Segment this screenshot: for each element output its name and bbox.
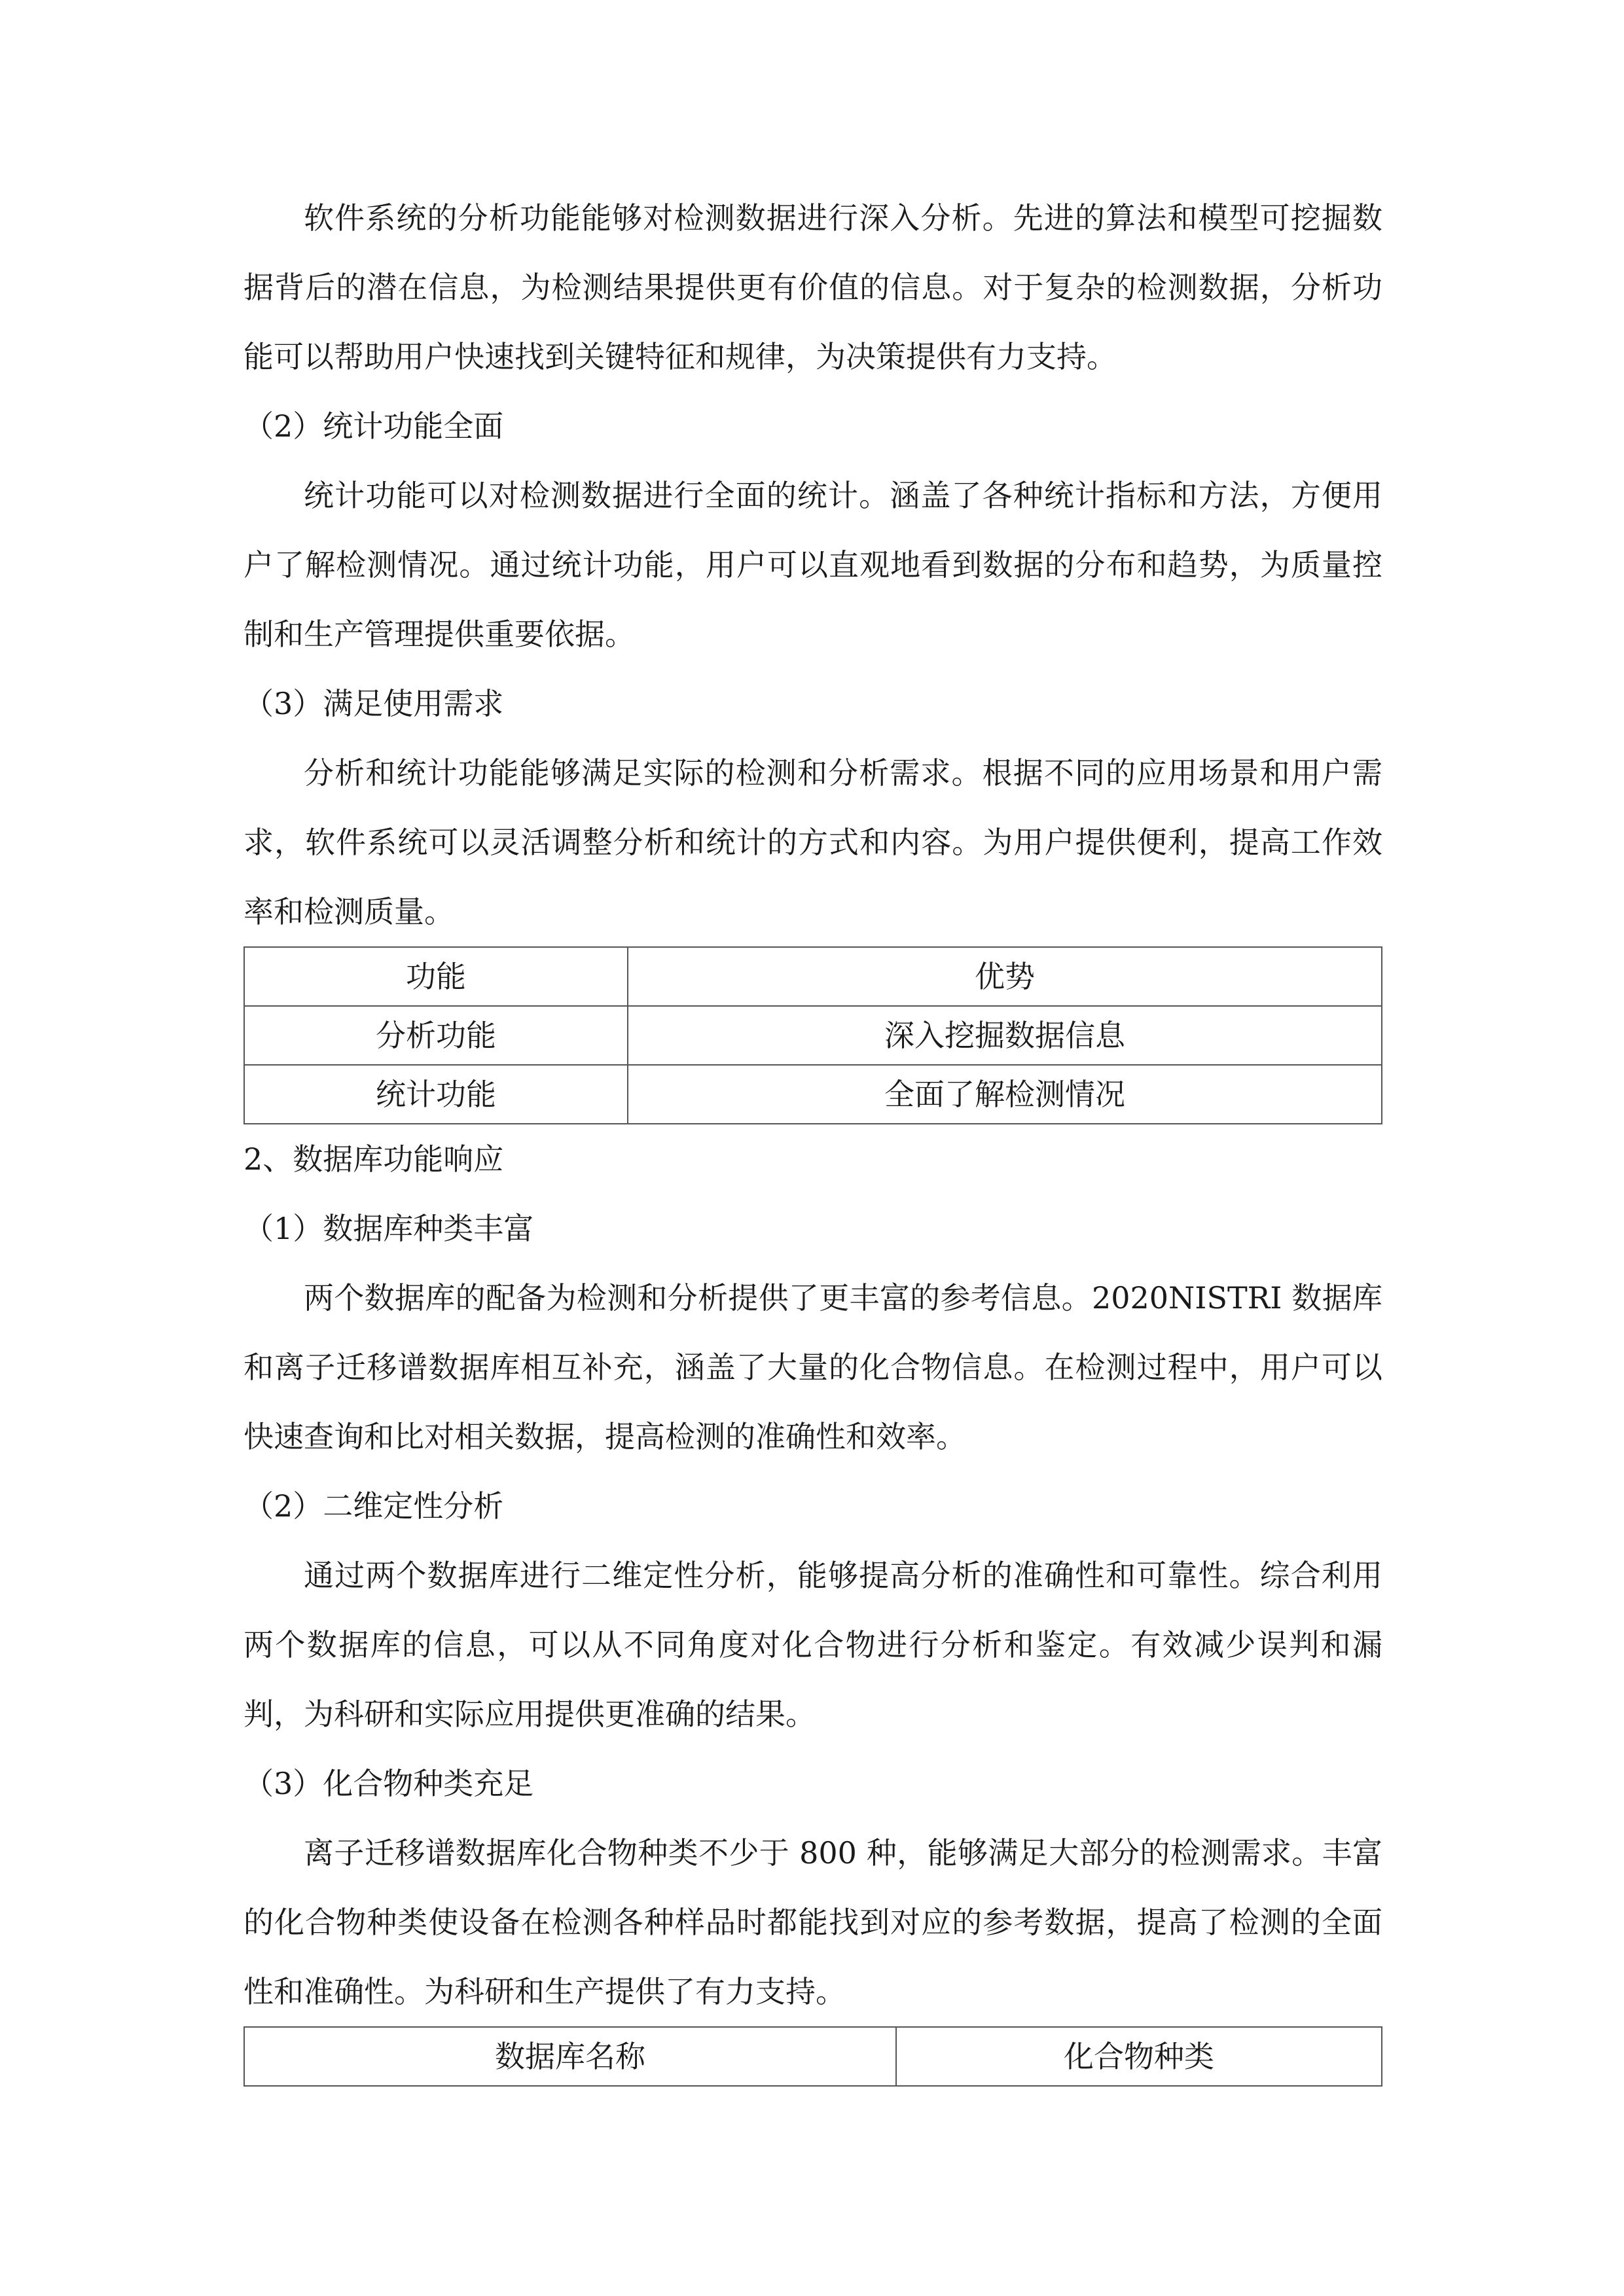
table-header-row: [244, 947, 1382, 1006]
table-cell: 深入挖掘数据信息: [628, 1006, 1382, 1065]
heading-database-response: 2、数据库功能响应: [244, 1141, 504, 1177]
function-advantage-table: [244, 946, 1382, 1124]
paragraph-statistics: 统计功能可以对检测数据进行全面的统计。涵盖了各种统计指标和方法，方便用户了解检测情况。通过统计功能，用户可以直观地看到数据的分布和趋势，为质量控制和生产管理提供重要依据。: [244, 478, 1382, 652]
heading-requirements: （3）满足使用需求: [244, 686, 504, 721]
table-header-row: [244, 2027, 1382, 2086]
table-cell: 全面了解检测情况: [628, 1065, 1382, 1124]
paragraph-database-variety: 两个数据库的配备为检测和分析提供了更丰富的参考信息。2020NISTRI 数据库和离子迁移谱数据库相互补充，涵盖了大量的化合物信息。在检测过程中，用户可以快速查询和比对相关数据，提高检测的准确性和效率。: [244, 1280, 1382, 1454]
paragraph-compound-variety: 离子迁移谱数据库化合物种类不少于 800 种，能够满足大部分的检测需求。丰富的化合物种类使设备在检测各种样品时都能找到对应的参考数据，提高了检测的全面性和准确性。为科研和生产提供了有力支持。: [244, 1835, 1382, 2009]
table-header-cell: 数据库名称: [244, 2027, 896, 2086]
heading-database-variety: （1）数据库种类丰富: [244, 1211, 534, 1246]
table-header-cell: 功能: [244, 947, 628, 1006]
table-cell: 分析功能: [244, 1006, 628, 1065]
database-compound-table: [244, 2026, 1382, 2087]
table-header-cell: 化合物种类: [896, 2027, 1382, 2086]
table-header-cell: 优势: [628, 947, 1382, 1006]
table-cell: 统计功能: [244, 1065, 628, 1124]
heading-2d-analysis: （2）二维定性分析: [244, 1488, 504, 1524]
paragraph-requirements: 分析和统计功能能够满足实际的检测和分析需求。根据不同的应用场景和用户需求，软件系统可以灵活调整分析和统计的方式和内容。为用户提供便利，提高工作效率和检测质量。: [244, 755, 1382, 929]
paragraph-2d-analysis: 通过两个数据库进行二维定性分析，能够提高分析的准确性和可靠性。综合利用两个数据库的信息，可以从不同角度对化合物进行分析和鉴定。有效减少误判和漏判，为科研和实际应用提供更准确的结果。: [244, 1558, 1382, 1732]
paragraph-analysis: 软件系统的分析功能能够对检测数据进行深入分析。先进的算法和模型可挖掘数据背后的潜在信息，为检测结果提供更有价值的信息。对于复杂的检测数据，分析功能可以帮助用户快速找到关键特征和规律，为决策提供有力支持。: [244, 200, 1382, 374]
document-page: [244, 183, 1382, 2087]
heading-statistics: （2）统计功能全面: [244, 408, 504, 444]
table-row: [244, 1065, 1382, 1124]
table-row: [244, 1006, 1382, 1065]
heading-compound-variety: （3）化合物种类充足: [244, 1766, 534, 1801]
